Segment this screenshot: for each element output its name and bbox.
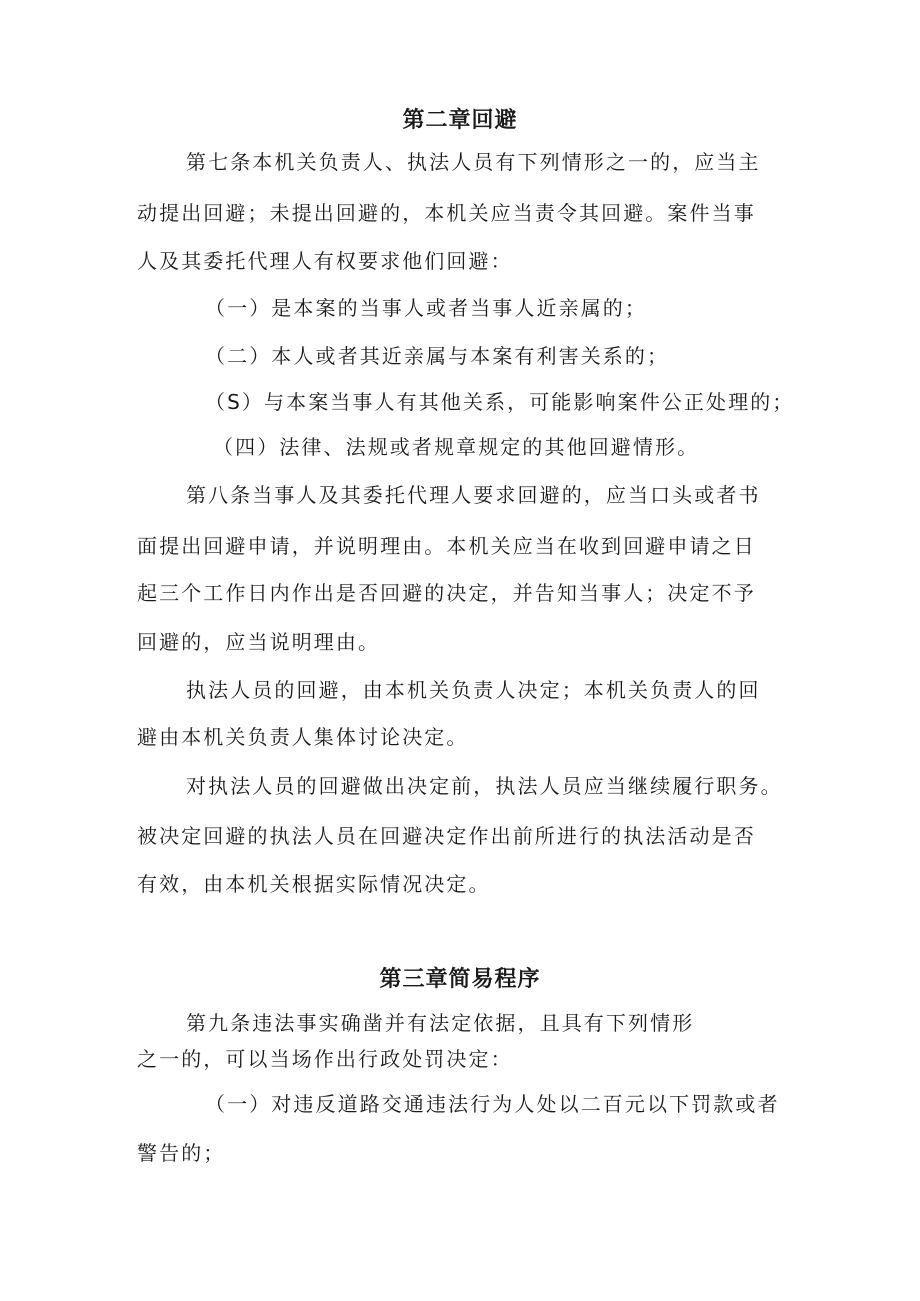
duty-continuation-line-2: 被决定回避的执法人员在回避决定作出前所进行的执法活动是否 [137, 824, 756, 848]
article-7-item-3: （S）与本案当事人有其他关系，可能影响案件公正处理的； [205, 390, 795, 414]
article-9-item-1-line-1: （一）对违反道路交通违法行为人处以二百元以下罚款或者 [205, 1092, 780, 1116]
duty-continuation-line-3: 有效，由本机关根据实际情况决定。 [137, 872, 491, 896]
article-8-line-1: 第八条当事人及其委托代理人要求回避的，应当口头或者书 [186, 483, 761, 507]
chapter-2-heading: 第二章回避 [402, 108, 518, 133]
article-9-item-1-line-2: 警告的； [137, 1141, 226, 1165]
article-7-item-4: （四）法律、法规或者规章规定的其他回避情形。 [213, 435, 700, 459]
article-8-line-2: 面提出回避申请，并说明理由。本机关应当在收到回避申请之日 [137, 534, 756, 558]
article-7-line-1: 第七条本机关负责人、执法人员有下列情形之一的，应当主 [186, 150, 761, 174]
article-7-line-3: 人及其委托代理人有权要求他们回避： [137, 249, 513, 273]
article-9-line-2: 之一的，可以当场作出行政处罚决定： [137, 1047, 513, 1071]
article-7-line-2: 动提出回避；未提出回避的，本机关应当责令其回避。案件当事 [137, 201, 756, 225]
article-7-item-1: （一）是本案的当事人或者当事人近亲属的； [205, 296, 647, 320]
article-9-line-1: 第九条违法事实确凿并有法定依据，且具有下列情形 [186, 1011, 695, 1035]
recusal-decision-line-1: 执法人员的回避，由本机关负责人决定；本机关负责人的回 [186, 678, 761, 702]
article-8-line-4: 回避的，应当说明理由。 [137, 630, 381, 654]
article-8-line-3: 起三个工作日内作出是否回避的决定，并告知当事人；决定不予 [137, 581, 756, 605]
duty-continuation-line-1: 对执法人员的回避做出决定前，执法人员应当继续履行职务。 [186, 774, 783, 798]
article-7-item-2: （二）本人或者其近亲属与本案有利害关系的； [205, 344, 670, 368]
recusal-decision-line-2: 避由本机关负责人集体讨论决定。 [137, 725, 469, 749]
chapter-3-heading: 第三章简易程序 [379, 967, 541, 992]
